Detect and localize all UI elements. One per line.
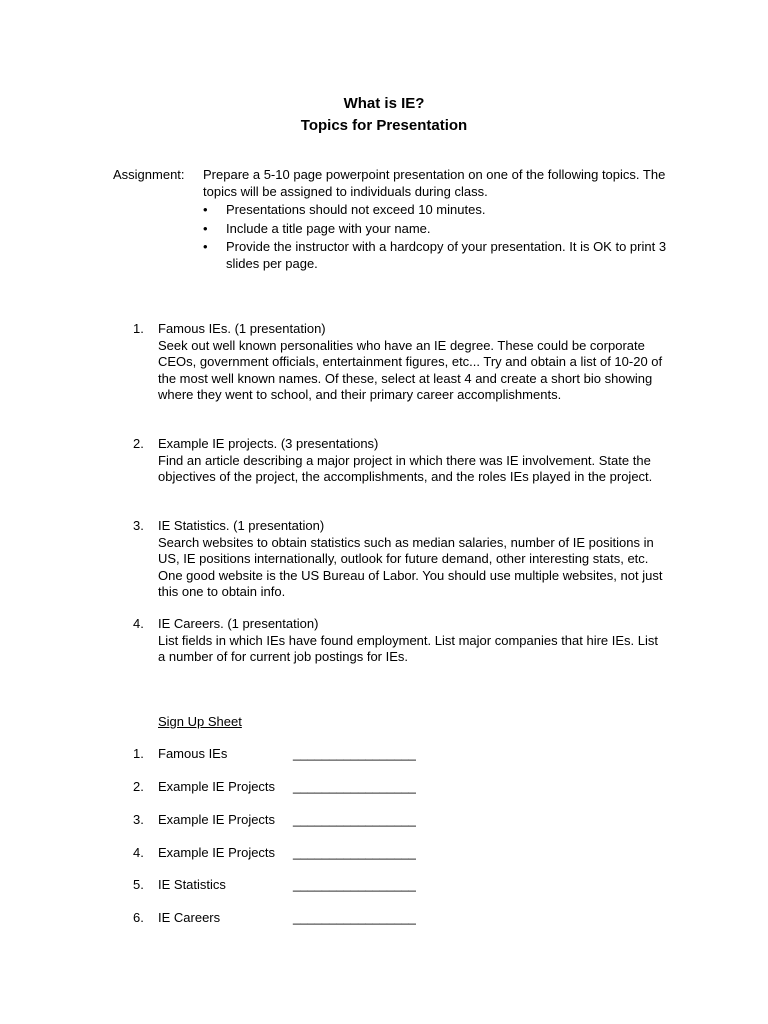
topic-heading: IE Careers. (1 presentation) <box>158 616 319 631</box>
topic-number: 2. <box>133 436 144 451</box>
topic-body: List fields in which IEs have found employment. List major companies that hire IEs. List a number of for current job postings for IEs. <box>158 632 659 664</box>
assignment-text: Prepare a 5-10 page powerpoint presentation on one of the following topics. The topics will be assigned to individuals during class. <box>203 167 666 199</box>
topic-body: Search websites to obtain statistics such as median salaries, number of IE positions in US, IE positions internationally, outlook for future demand, other interesting stats, etc. One good website is the US Bureau of Labor. You should use multiple websites, not just this one to obtain info. <box>158 534 663 599</box>
signup-name-blank: _________________ <box>293 779 416 794</box>
topic-item <box>133 321 663 404</box>
signup-topic-label: IE Careers <box>158 910 221 925</box>
signup-name-blank: _________________ <box>293 812 416 827</box>
topic-body: Find an article describing a major project in which there was IE involvement. State the objectives of the project, the accomplishments, and the roles IEs played in the project. <box>158 452 653 484</box>
signup-number: 3. <box>133 812 144 827</box>
topic-item <box>133 436 663 486</box>
topic-item <box>133 518 663 601</box>
bullet-icon: • <box>203 202 208 217</box>
assignment-bullet-text: Include a title page with your name. <box>226 220 431 236</box>
signup-name-blank: _________________ <box>293 746 416 761</box>
signup-row <box>133 779 433 796</box>
signup-row <box>133 910 433 927</box>
topic-heading: IE Statistics. (1 presentation) <box>158 518 325 533</box>
assignment-bullet <box>203 239 673 272</box>
topic-number: 1. <box>133 321 144 336</box>
topic-number: 4. <box>133 616 144 631</box>
bullet-icon: • <box>203 220 208 236</box>
assignment-bullet-list <box>203 202 673 272</box>
assignment-bullet-text: Provide the instructor with a hardcopy of your presentation. It is OK to print 3 slides per page. <box>226 239 667 271</box>
topic-heading: Famous IEs. (1 presentation) <box>158 321 326 336</box>
signup-row <box>133 845 433 862</box>
signup-row <box>133 746 433 763</box>
signup-row <box>133 877 433 894</box>
signup-number: 1. <box>133 746 144 761</box>
signup-name-blank: _________________ <box>293 845 416 860</box>
topic-item <box>133 616 663 666</box>
topic-number: 3. <box>133 518 144 533</box>
assignment-label: Assignment: <box>113 167 185 182</box>
signup-sheet-title: Sign Up Sheet <box>158 714 242 729</box>
signup-number: 4. <box>133 845 144 860</box>
signup-topic-label: Example IE Projects <box>158 845 276 860</box>
assignment-bullet <box>203 221 673 238</box>
page-title: What is IE? <box>343 95 425 112</box>
signup-number: 5. <box>133 877 144 892</box>
bullet-icon: • <box>203 239 208 254</box>
assignment-bullet <box>203 202 673 219</box>
signup-name-blank: _________________ <box>293 910 416 925</box>
signup-topic-label: Example IE Projects <box>158 812 276 827</box>
signup-number: 2. <box>133 779 144 794</box>
signup-name-blank: _________________ <box>293 877 416 892</box>
topic-heading: Example IE projects. (3 presentations) <box>158 436 379 451</box>
topic-body: Seek out well known personalities who have an IE degree. These could be corporate CEOs, government officials, entertainment figures, etc... Try and obtain a list of 10-20 of the most well known names. Of these, select at least 4 and create a short bio showing where they went to school, and their primary career accomplishments. <box>158 337 663 402</box>
signup-number: 6. <box>133 910 144 925</box>
signup-topic-label: Famous IEs <box>158 746 228 761</box>
signup-topic-label: Example IE Projects <box>158 779 276 794</box>
assignment-section <box>203 167 673 272</box>
page-subtitle: Topics for Presentation <box>300 117 468 134</box>
signup-row <box>133 812 433 829</box>
signup-topic-label: IE Statistics <box>158 877 226 892</box>
assignment-bullet-text: Presentations should not exceed 10 minutes. <box>226 202 486 217</box>
